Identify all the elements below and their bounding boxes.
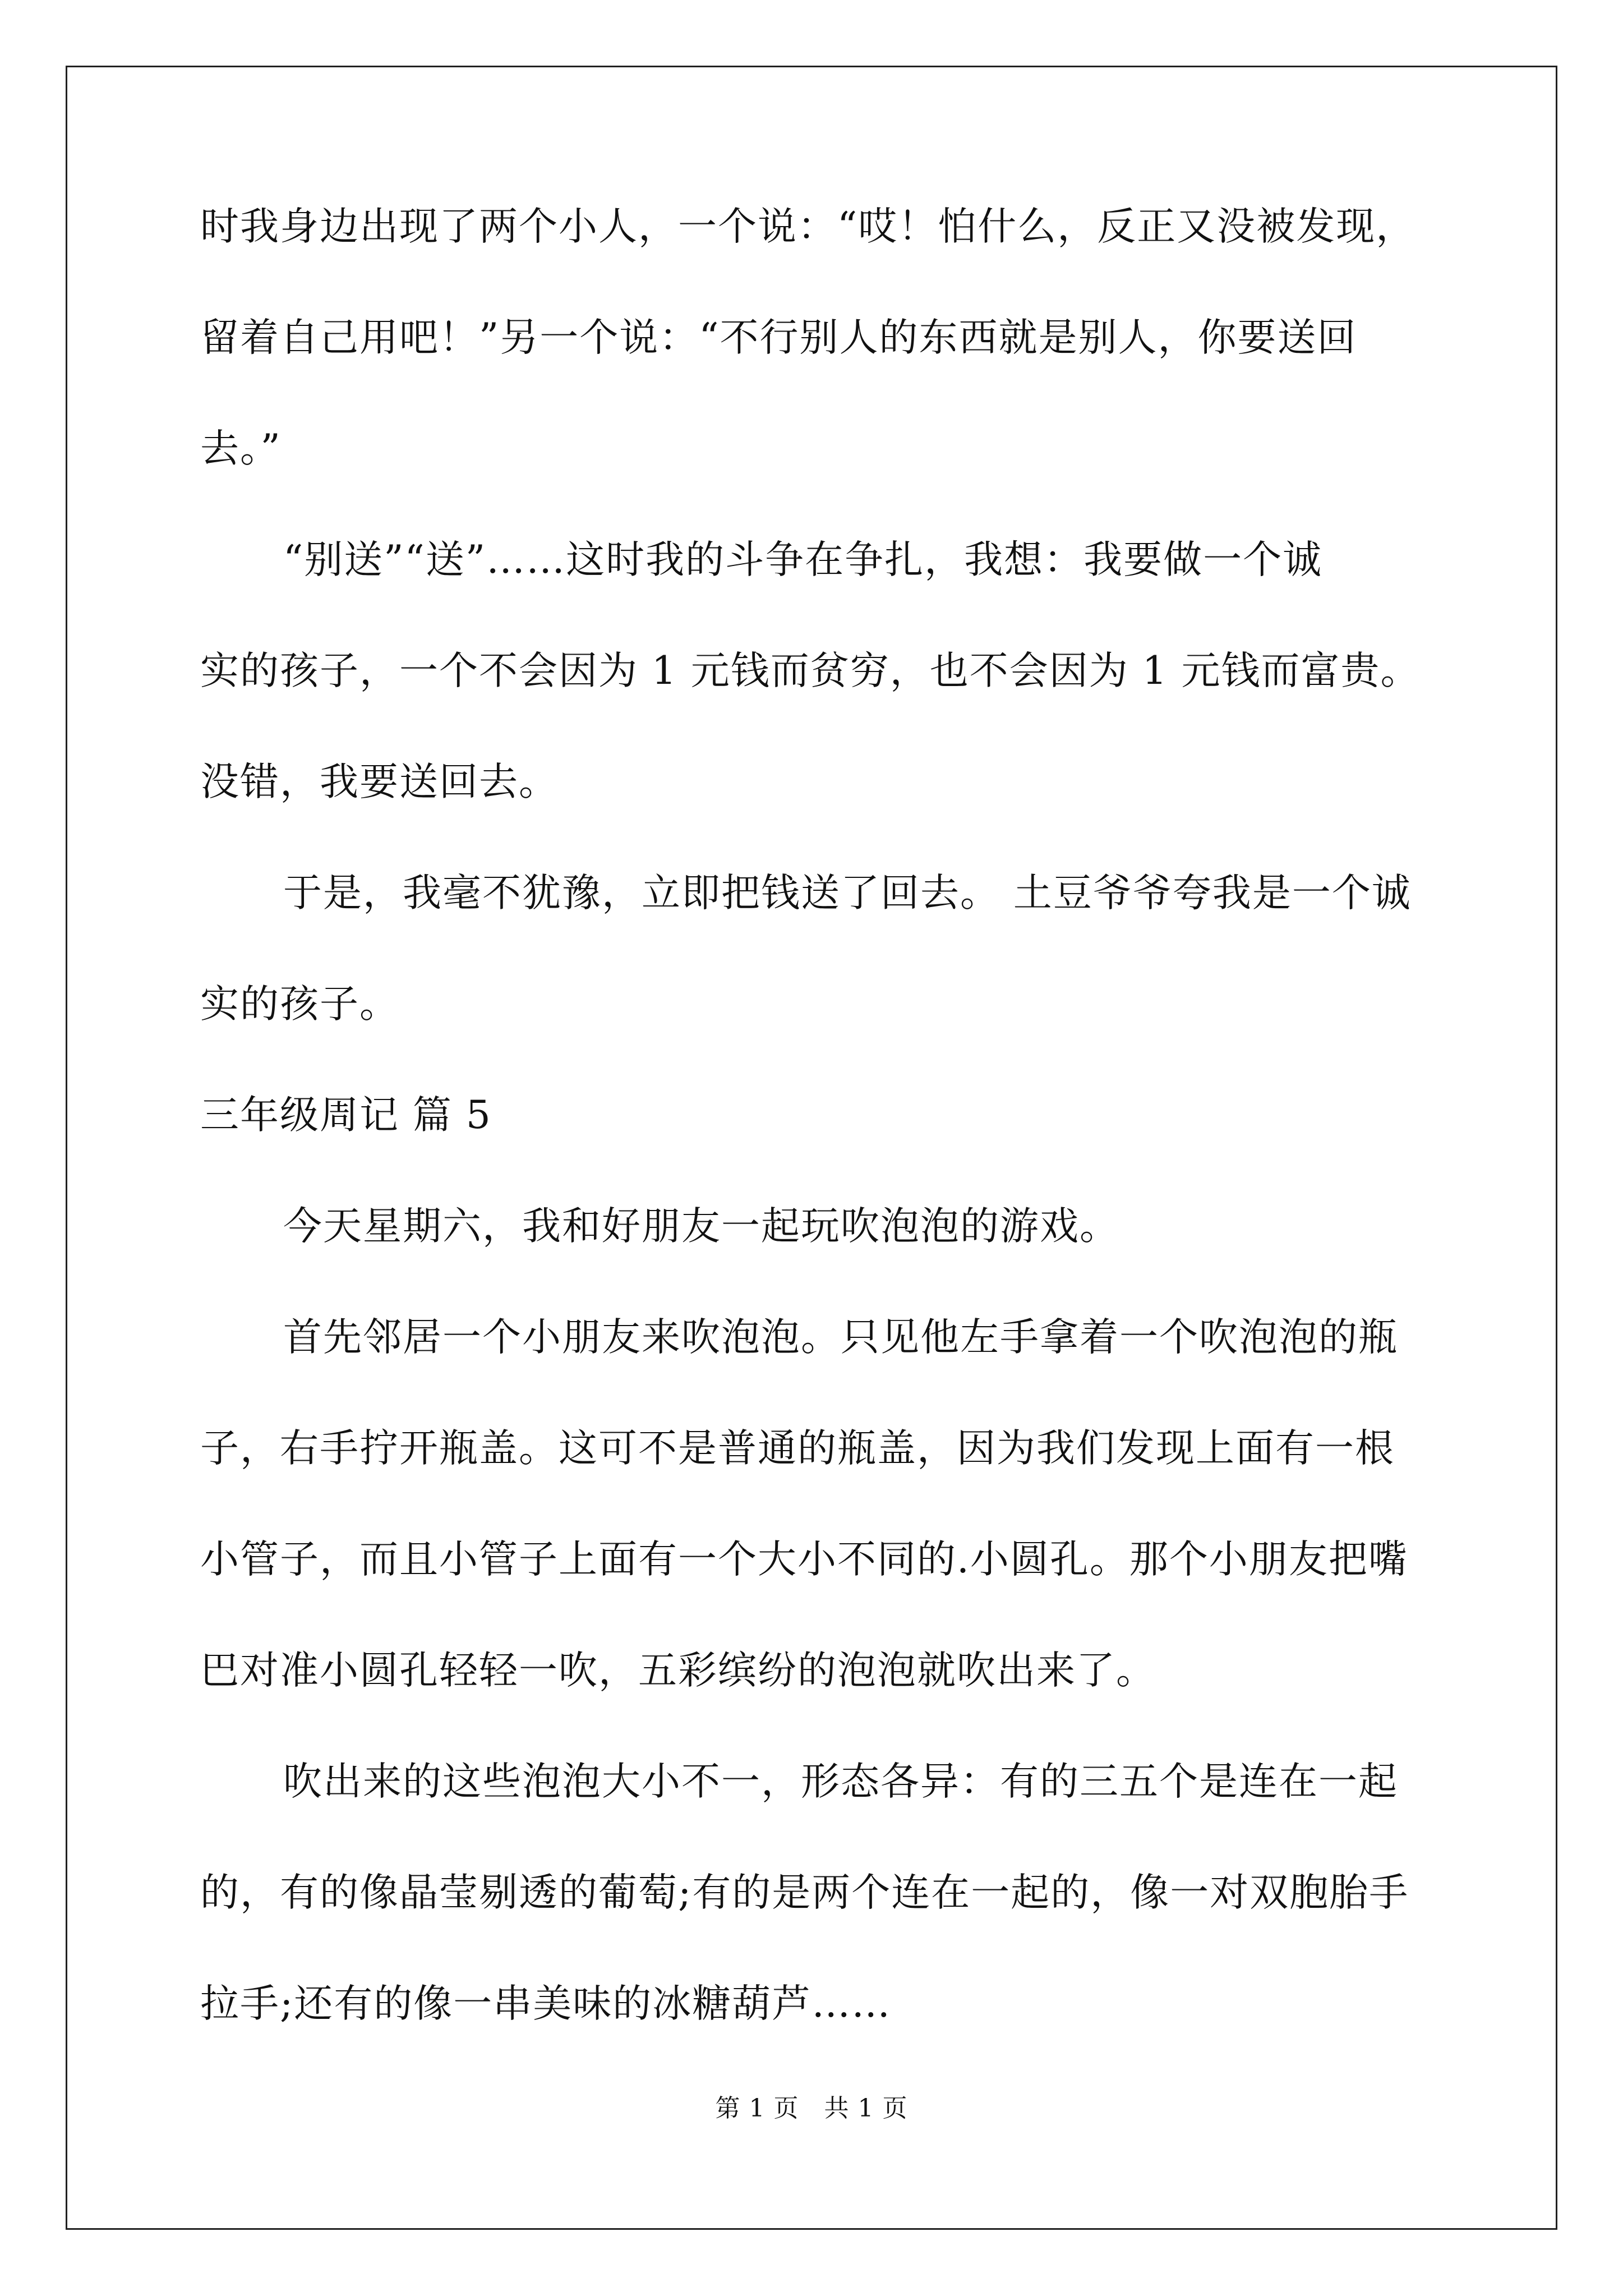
document-body bbox=[200, 204, 1428, 2026]
text-line: 没错，我要送回去。 bbox=[200, 760, 559, 804]
text-line: 留着自己用吧！”另一个说：“不行别人的东西就是别人，你要送回 bbox=[200, 315, 1357, 360]
text-line: 时我身边出现了两个小人，一个说：“哎！怕什么，反正又没被发现， bbox=[200, 204, 1416, 249]
page-footer bbox=[0, 2096, 1623, 2121]
text-line: 去。” bbox=[200, 426, 282, 471]
text-line: 实的孩子，一个不会因为 1 元钱而贫穷，也不会因为 1 元钱而富贵。 bbox=[200, 648, 1421, 693]
text-line: 子，右手拧开瓶盖。这可不是普通的瓶盖，因为我们发现上面有一根 bbox=[200, 1426, 1395, 1471]
text-line: 拉手;还有的像一串美味的冰糖葫芦…… bbox=[200, 1981, 892, 2026]
text-line: 巴对准小圆孔轻轻一吹，五彩缤纷的泡泡就吹出来了。 bbox=[200, 1648, 1156, 1693]
text-line: 的，有的像晶莹剔透的葡萄;有的是两个连在一起的，像一对双胞胎手 bbox=[200, 1870, 1409, 1915]
text-line: “别送”“送”……这时我的斗争在争扎，我想：我要做一个诚 bbox=[283, 537, 1323, 582]
page-number-label: 第 1 页 共 1 页 bbox=[715, 2094, 908, 2123]
text-line: 小管子，而且小管子上面有一个大小不同的.小圆孔。那个小朋友把嘴 bbox=[200, 1537, 1408, 1582]
text-line: 今天星期六，我和好朋友一起玩吹泡泡的游戏。 bbox=[283, 1204, 1119, 1249]
text-line: 首先邻居一个小朋友来吹泡泡。只见他左手拿着一个吹泡泡的瓶 bbox=[283, 1315, 1398, 1360]
section-heading: 三年级周记 篇 5 bbox=[200, 1093, 492, 1138]
text-line: 于是，我毫不犹豫，立即把钱送了回去。 土豆爷爷夸我是一个诚 bbox=[283, 871, 1412, 915]
text-line: 吹出来的这些泡泡大小不一，形态各异：有的三五个是连在一起 bbox=[283, 1759, 1398, 1804]
text-line: 实的孩子。 bbox=[200, 982, 399, 1027]
